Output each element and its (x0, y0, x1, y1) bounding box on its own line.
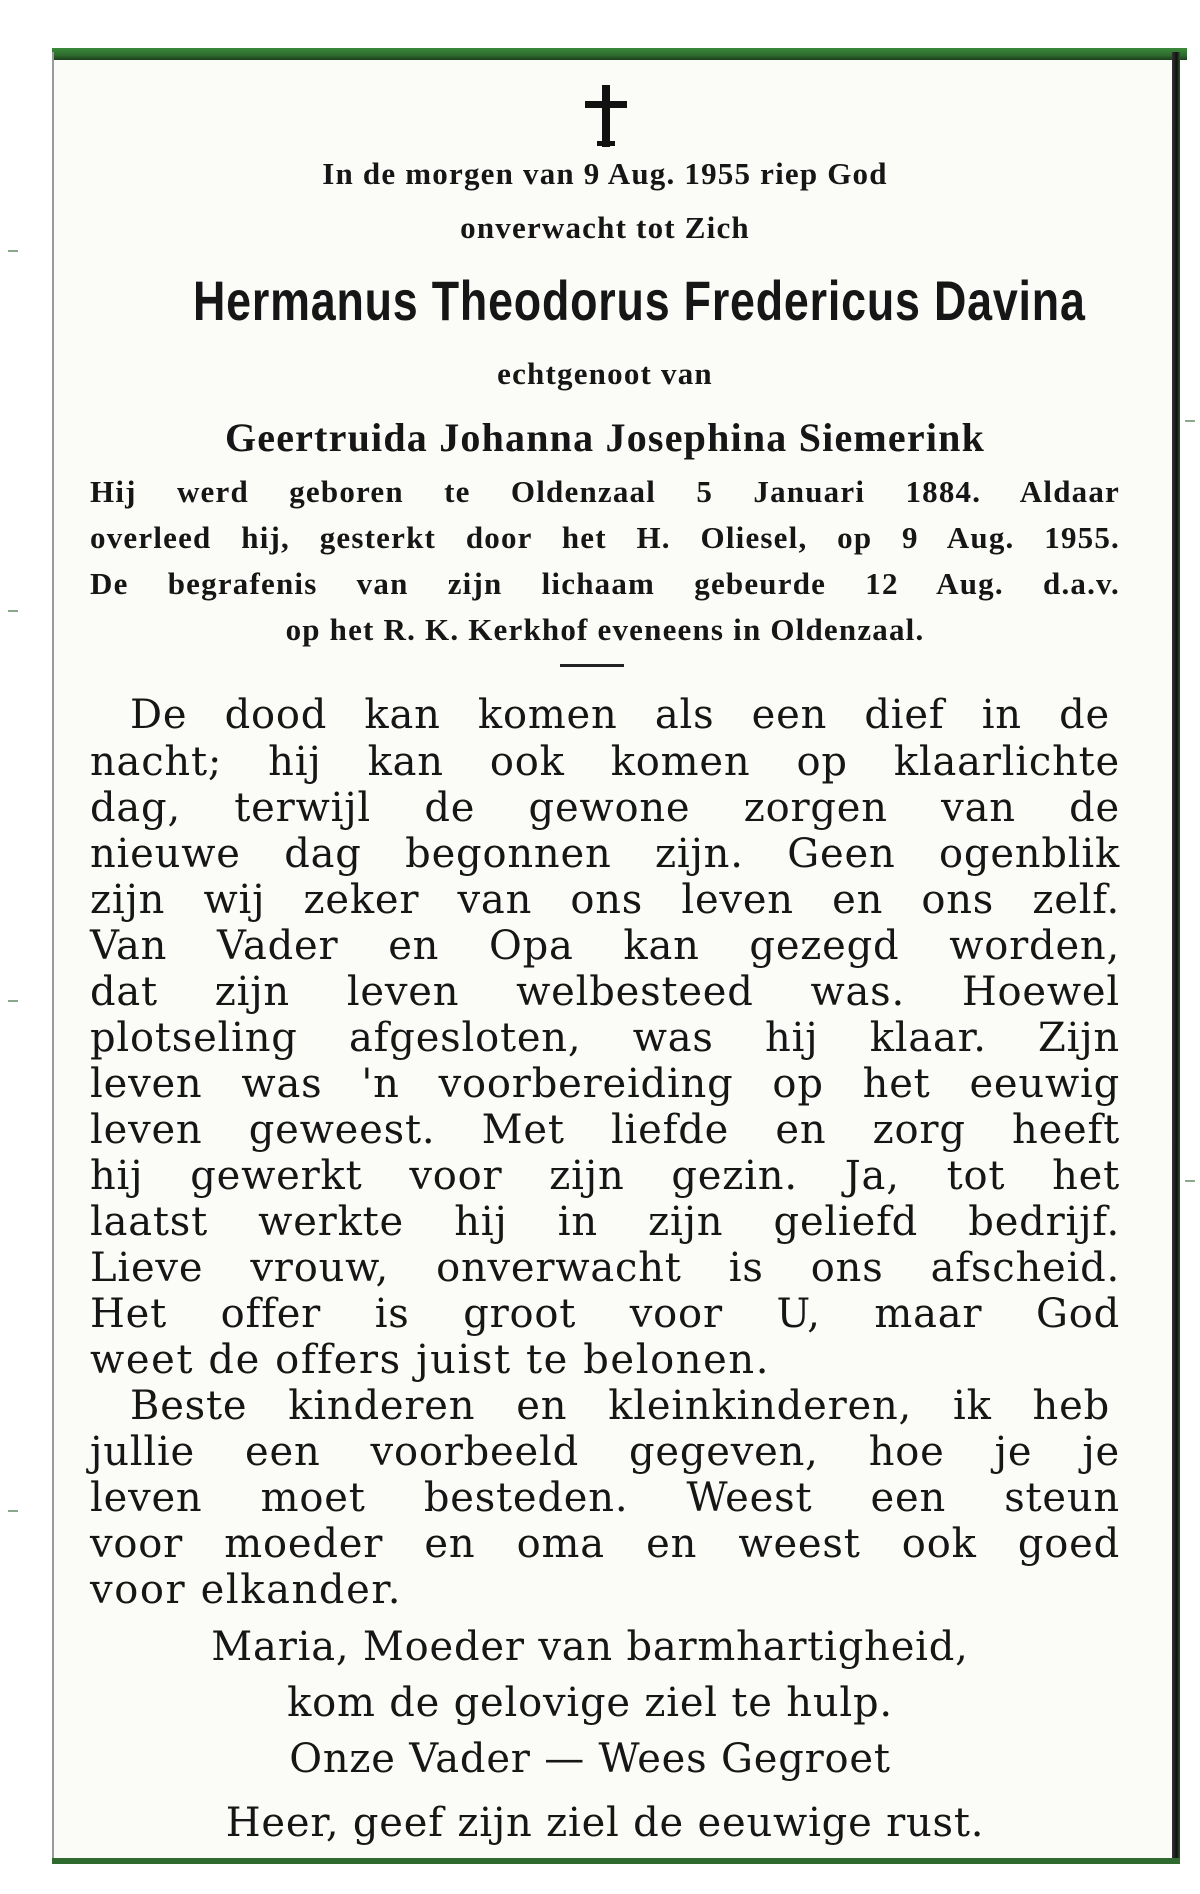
reflection-line: dat zijn leven welbesteed was. Hoewel (90, 969, 1120, 1015)
reflection-line: Lieve vrouw, onverwacht is ons afscheid. (90, 1245, 1120, 1291)
edge-tick (1185, 1180, 1195, 1182)
card-border-left (52, 52, 54, 1862)
card-border-bottom (52, 1858, 1180, 1864)
edge-tick (8, 610, 18, 612)
reflection-line: Van Vader en Opa kan gezegd worden, (90, 923, 1120, 969)
card-border-right (1172, 52, 1180, 1864)
card-border-top (52, 48, 1187, 60)
reflection-line: jullie een voorbeeld gegeven, hoe je je (90, 1429, 1120, 1475)
prayer-line: Heer, geef zijn ziel de eeuwige rust. (225, 1800, 985, 1846)
reflection-line: dag, terwijl de gewone zorgen van de (90, 785, 1120, 831)
biography-line: overleed hij, gesterkt door het H. Oliesel, op 9 Aug. 1955. (90, 520, 1120, 555)
reflection-line: voor moeder en oma en weest ook goed (90, 1521, 1120, 1567)
reflection-line: Beste kinderen en kleinkinderen, ik heb (130, 1383, 1110, 1429)
prayer-line: kom de gelovige ziel te hulp. (287, 1680, 893, 1726)
cross-icon (583, 85, 629, 147)
biography-line: op het R. K. Kerkhof eveneens in Oldenzaal. (285, 612, 925, 647)
edge-tick (8, 250, 18, 252)
reflection-line: laatst werkte hij in zijn geliefd bedrijf. (90, 1199, 1120, 1245)
reflection-line: De dood kan komen als een dief in de (130, 692, 1110, 738)
reflection-line: voor elkander. (90, 1567, 403, 1613)
reflection-line: nacht; hij kan ook komen op klaarlichte (90, 739, 1120, 785)
edge-tick (8, 1000, 18, 1002)
section-divider (560, 664, 624, 667)
prayer-line: Onze Vader — Wees Gegroet (289, 1736, 891, 1782)
spouse-name: Geertruida Johanna Josephina Siemerink (224, 415, 986, 460)
reflection-line: leven moet besteden. Weest een steun (90, 1475, 1120, 1521)
prayer-line: Maria, Moeder van barmhartigheid, (211, 1624, 969, 1670)
biography-line: De begrafenis van zijn lichaam gebeurde 12 Aug. d.a.v. (90, 566, 1120, 601)
reflection-line: zijn wij zeker van ons leven en ons zelf. (90, 877, 1120, 923)
deceased-name: Hermanus Theodorus Fredericus Davina (193, 269, 1086, 332)
intro-line-2: onverwacht tot Zich (460, 210, 750, 245)
relation-line: echtgenoot van (497, 356, 713, 391)
reflection-line: Het offer is groot voor U, maar God (90, 1291, 1120, 1337)
edge-tick (1185, 420, 1195, 422)
reflection-line: hij gewerkt voor zijn gezin. Ja, tot het (90, 1153, 1120, 1199)
reflection-line: leven was 'n voorbereiding op het eeuwig (90, 1061, 1120, 1107)
reflection-line: leven geweest. Met liefde en zorg heeft (90, 1107, 1120, 1153)
edge-tick (8, 1510, 18, 1512)
reflection-line: plotseling afgesloten, was hij klaar. Zijn (90, 1015, 1120, 1061)
intro-line-1: In de morgen van 9 Aug. 1955 riep God (322, 156, 888, 191)
reflection-line: weet de offers juist te belonen. (90, 1337, 771, 1383)
biography-line: Hij werd geboren te Oldenzaal 5 Januari 1884. Aldaar (90, 474, 1120, 509)
reflection-line: nieuwe dag begonnen zijn. Geen ogenblik (90, 831, 1120, 877)
